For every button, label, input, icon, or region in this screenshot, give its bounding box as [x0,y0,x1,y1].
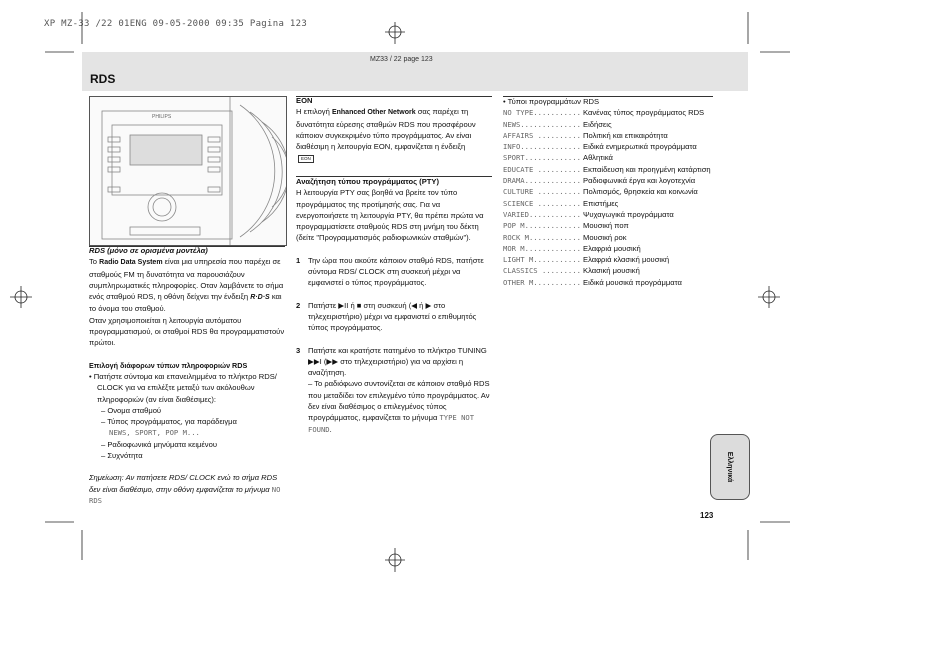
program-type-description: Επιστήμες [583,198,619,208]
select-info-heading: Επιλογή διάφορων τύπων πληροφοριών RDS [89,360,248,370]
program-type-description: Κλασική μουσική [583,266,640,276]
program-type-code: OTHER M........... [503,277,581,287]
step-3: 3 Πατήστε και κρατήστε πατημένο το πλήκτρο TUNING ▶▶I (▶▶ στο τηλεχειριστήριο) για να αρχίσει η αναζήτηση. [296,345,487,378]
page-number: 123 [700,511,714,520]
program-type-row [503,119,713,130]
program-type-description: Ειδικά μουσικά προγράμματα [583,277,682,287]
program-type-description: Ελαφριά κλασική μουσική [583,255,670,265]
program-type-description: Ειδικά ενημερωτικά προγράμματα [583,142,697,152]
dash-item: – Ονομα σταθμού [101,405,162,415]
program-type-row [503,186,713,197]
pty-paragraph: Η λειτουργία PTY σας βοηθά να βρείτε τον τύπο προγράμματος της προτίμησής σας. Για να ενεργοποιήσετε τη λειτουργία PTY, θα πρέπει πρώτα να προγραμματίσετε σταθμούς RDS στη μνήμη του δέκτη (δείτε "Προγραμματισμός ραδιοφωνικών σταθμών"). [296,188,484,243]
step-1: 1 Την ώρα που ακούτε κάποιον σταθμό RDS, πατήστε σύντομα RDS/ CLOCK στη συσκευή μέχρι να εμφανιστεί ο τύπος προγράμματος. [296,255,484,288]
program-type-description: Πολιτική και επικαιρότητα [583,130,668,140]
program-type-row [503,152,713,163]
program-type-code: CULTURE .......... [503,187,581,197]
language-tab: Ελληνικά [710,434,750,500]
program-type-row [503,175,713,186]
program-type-code: NEWS.............. [503,119,581,129]
program-type-code: SPORT............. [503,153,581,163]
program-type-code: VARIED............ [503,209,581,219]
program-type-description: Ελαφριά μουσική [583,243,641,253]
program-type-row [503,130,713,141]
program-type-code: POP M............. [503,221,581,231]
program-type-description: Ειδήσεις [583,119,612,129]
eon-paragraph: Η επιλογή Enhanced Other Network σας παρέχει τη δυνατότητα εύρεσης σταθμών RDS που προσφέρουν κάποιον συγκεκριμένο τύπο προγράμματος. Αν είναι διαθέσιμη η λειτουργία EON, εμφανίζεται η ένδειξη EON [296,107,476,162]
program-type-row [503,220,713,231]
auto-store-paragraph: Οταν χρησιμοποιείται η λειτουργία αυτόματου προγραμματισμού, οι σταθμοί RDS θα προγραμματιστούν πρώτοι. [89,315,285,348]
device-brand-logo: PHILIPS [152,114,172,120]
dash-item: – Συχνότητα [101,451,143,461]
program-type-description: Ραδιοφωνικά έργα και λογοτεχνία [583,176,696,186]
program-type-description: Κανένας τύπος προγράμματος RDS [583,108,705,118]
page-reference: MZ33 / 22 page 123 [370,56,433,63]
device-illustration [89,96,287,246]
program-type-row [503,209,713,220]
program-type-row [503,198,713,209]
eon-indicator: EON [298,155,314,163]
print-slug: XP MZ-33 /22 01ENG 09-05-2000 09:35 Pagina 123 [44,19,308,29]
program-type-row [503,107,713,118]
program-type-description: Πολιτισμός, θρησκεία και κοινωνία [583,187,698,197]
bullet-item: • Πατήστε σύντομα και επανειλημμένα το πλήκτρο RDS/ CLOCK για να επιλέξτε μεταξύ των ακόλουθων πληροφοριών (αν είναι διαθέσιμες): [89,371,277,404]
program-type-row [503,232,713,243]
step-3-result: – Το ραδιόφωνο συντονίζεται σε κάποιον σταθμό RDS που μεταδίδει τον επιλεγμένο τύπο προγράμματος. Αν δεν είναι διαθέσιμος ο επιλεγμένος τύπος προγράμματος, εμφανίζεται το μήνυμα TYPE NOT FOUND. [308,379,490,434]
dash-item: – Τύπος προγράμματος, για παράδειγμα [101,417,237,427]
program-type-code: SCIENCE .......... [503,198,581,208]
note: Σημείωση: Αν πατήσετε RDS/ CLOCK ενώ το σήμα RDS δεν είναι διαθέσιμο, στην οθόνη εμφανίζεται το μήνυμα NO RDS [89,473,281,505]
program-type-row [503,265,713,276]
program-type-code: CLASSICS ......... [503,266,581,276]
program-types-title: • Τύποι προγραμμάτων RDS [503,97,600,106]
program-type-code: MOR M............. [503,243,581,253]
step-2: 2 Πατήστε ▶II ή ■ στη συσκευή (◀ ή ▶ στο τηλεχειριστήριο) μέχρι να εμφανιστεί ο επιθυμητός τύπος προγράμματος. [296,300,477,333]
program-type-code: AFFAIRS .......... [503,130,581,140]
stereo-unit-drawing [90,97,286,245]
program-type-code: DRAMA............. [503,176,581,186]
program-type-code: EDUCATE .......... [503,164,581,174]
program-type-description: Μουσική ποπ [583,221,629,231]
program-type-row [503,164,713,175]
program-type-description: Αθλητικά [583,153,613,163]
program-types-list [503,107,713,288]
program-type-code: NO TYPE........... [503,108,581,118]
program-type-row [503,141,713,152]
rds-heading: RDS (μόνο σε ορισμένα μοντέλα) [89,246,208,255]
dash-item: – Ραδιοφωνικά μηνύματα κειμένου [101,439,217,449]
eon-heading: EON [296,96,313,105]
program-type-code: ROCK M............ [503,232,581,242]
rds-section [89,245,285,506]
program-types-section [503,96,713,288]
eon-section [296,95,492,164]
program-type-row [503,254,713,265]
program-type-code: LIGHT M........... [503,255,581,265]
display-example: NEWS, SPORT, POP M... [109,428,200,438]
pty-section [296,176,492,435]
pty-heading: Αναζήτηση τύπου προγράμματος (PTY) [296,177,439,186]
program-type-row [503,277,713,288]
rds-paragraph: Το Radio Data System είναι μια υπηρεσία που παρέχει σε σταθμούς FM τη δυνατότητα να παρουσιάζουν συμπληρωματικές πληροφορίες. Οταν λαμβάνετε το σήμα ενός σταθμού RDS, η οθόνη δείχνει την ένδειξη R·D·S και το όνομα του σταθμού. [89,257,284,314]
program-type-description: Ψυχαγωγικά προγράμματα [583,209,674,219]
section-title: RDS [90,72,116,86]
program-type-row [503,243,713,254]
program-type-code: INFO.............. [503,142,581,152]
rds-symbol: R·D·S [250,294,270,302]
program-type-description: Μουσική ροκ [583,232,627,242]
program-type-description: Εκπαίδευση και προηγμένη κατάρτιση [583,164,711,174]
